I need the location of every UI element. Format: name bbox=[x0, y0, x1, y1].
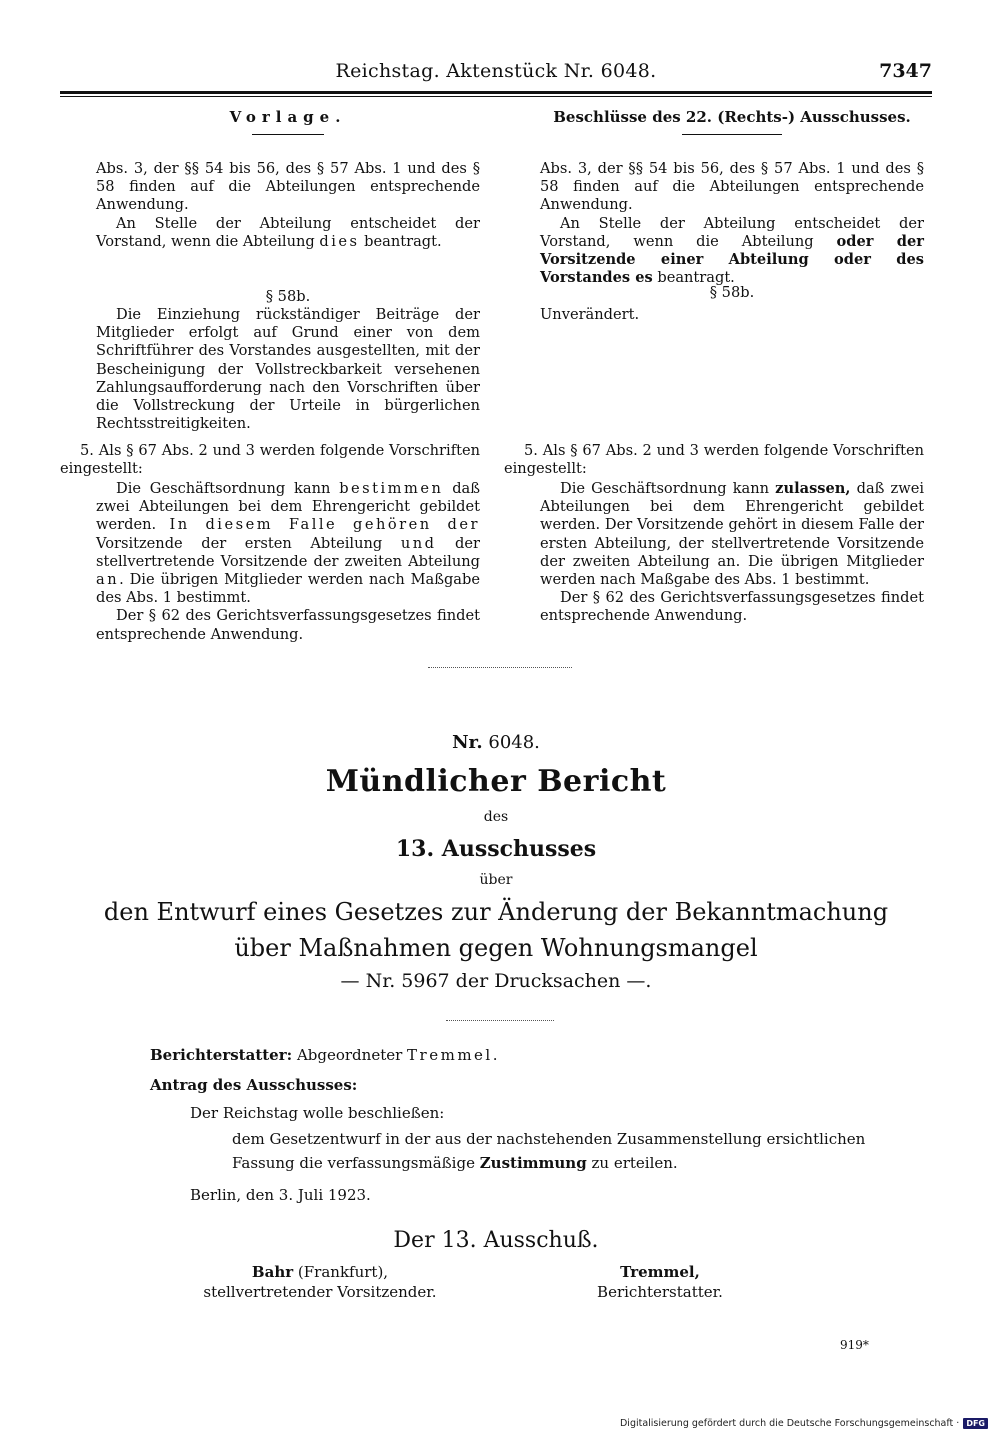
reporter-line: Berichterstatter: Abgeordneter Tremmel. bbox=[150, 1046, 500, 1064]
left-paragraph-3: Die Einziehung rückständiger Beiträge der Mitglieder erfolgt auf Grund einer von dem Schriftführer des Vorstandes ausgestellten, mit der Bescheinigung der Vollstreckbarkeit versehenen Zahlungsaufforderung nach den Vorschriften über die Vollstreckung der Urteile in bürgerlichen Rechtsstreitigkeiten. bbox=[96, 306, 480, 433]
right-paragraph-3: Unverändert. bbox=[540, 306, 640, 323]
left-paragraph-1: Abs. 3, der §§ 54 bis 56, des § 57 Abs. 1 und des § 58 finden auf die Abteilungen entsprechende Anwendung. An Stelle der Abteilung entscheidet der Vorstand, wenn die Abteilung dies beantragt. bbox=[96, 160, 480, 250]
right-column bbox=[504, 108, 924, 625]
left-paragraph-4: 5. Als § 67 Abs. 2 und 3 werden folgende Vorschriften eingestellt: bbox=[60, 442, 480, 478]
running-header bbox=[60, 60, 932, 90]
committee-signature: Der 13. Ausschuß. bbox=[393, 1228, 599, 1253]
report-subject-line-2: über Maßnahmen gegen Wohnungsmangel bbox=[234, 934, 758, 962]
motion-line-1: dem Gesetzentwurf in der aus der nachstehenden Zusammenstellung ersichtlichen bbox=[232, 1130, 866, 1148]
left-title-rule bbox=[252, 134, 324, 135]
signer-1: Bahr (Frankfurt), stellvertretender Vorsitzender. bbox=[203, 1263, 437, 1301]
footer-text: Digitalisierung gefördert durch die Deutsche Forschungsgemeinschaft · bbox=[619, 1417, 960, 1429]
signer-2: Tremmel, Berichterstatter. bbox=[597, 1263, 723, 1301]
right-title-rule bbox=[682, 134, 782, 135]
page-number: 7347 bbox=[879, 60, 932, 82]
header-rule-thick bbox=[60, 91, 932, 94]
left-paragraph-5: Die Geschäftsordnung kann bestimmen daß zwei Abteilungen bei dem Ehrengericht gebildet werden. In diesem Falle gehören der Vorsitzende der ersten Abteilung und der stellvertretende Vorsitzende der zweiten Abteilung an. Die übrigen Mitglieder werden nach Maßgabe des Abs. 1 bestimmt. Der § 62 des Gerichtsverfassungsgesetzes findet entsprechende Anwendung. bbox=[96, 480, 481, 643]
report-date: Berlin, den 3. Juli 1923. bbox=[190, 1186, 371, 1204]
header-rule-thin bbox=[60, 96, 932, 97]
right-paragraph-2: An Stelle der Abteilung entscheidet der Vorstand, wenn die Abteilung oder der Vorsitzende einer Abteilung oder des Vorstandes es beantragt. bbox=[540, 214, 924, 287]
report-subject-line-1: den Entwurf eines Gesetzes zur Änderung der Bekanntmachung bbox=[103, 898, 889, 926]
motion-line-2: Fassung die verfassungsmäßige Zustimmung zu erteilen. bbox=[232, 1154, 678, 1172]
column-end-separator bbox=[428, 667, 572, 668]
header-title: Reichstag. Aktenstück Nr. 6048. bbox=[335, 60, 657, 82]
right-column-title: Beschlüsse des 22. (Rechts-) Ausschusses. bbox=[553, 108, 911, 126]
right-paragraph-1: Abs. 3, der §§ 54 bis 56, des § 57 Abs. 1 und des § 58 finden auf die Abteilungen entsprechende Anwendung. An Stelle der Abteilung entscheidet der Vorstand, wenn die Abteilung oder der Vorsitzende einer Abteilung oder des Vorstandes es beantragt. bbox=[540, 160, 924, 287]
report-ueber: über bbox=[479, 872, 513, 888]
motion-intro: Der Reichstag wolle beschließen: bbox=[190, 1104, 445, 1122]
report-separator bbox=[446, 1020, 554, 1021]
left-column-title: Vorlage. bbox=[229, 108, 347, 126]
dfg-logo-icon: DFG bbox=[963, 1418, 988, 1429]
report-des: des bbox=[483, 809, 509, 825]
report-committee: 13. Ausschusses bbox=[395, 836, 597, 862]
right-paragraph-6: Der § 62 des Gerichtsverfassungsgesetzes findet entsprechende Anwendung. bbox=[540, 589, 924, 625]
report-drucksache: — Nr. 5967 der Drucksachen —. bbox=[340, 970, 652, 992]
sheet-mark: 919* bbox=[840, 1338, 869, 1352]
right-section-58b: § 58b. bbox=[709, 284, 755, 301]
right-paragraph-4: 5. Als § 67 Abs. 2 und 3 werden folgende Vorschriften eingestellt: bbox=[504, 442, 924, 478]
right-paragraph-5: Die Geschäftsordnung kann zulassen, daß zwei Abteilungen bei dem Ehrengericht gebildet werden. Der Vorsitzende gehört in diesem Falle der ersten Abteilung, der stellvertretende Vorsitzende der zweiten Abteilung an. Die übrigen Mitglieder werden nach Maßgabe des Abs. 1 bestimmt. Der § 62 des Gerichtsverfassungsgesetzes findet entsprechende Anwendung. bbox=[540, 480, 924, 625]
left-section-58b: § 58b. bbox=[265, 288, 311, 305]
report-title: Mündlicher Bericht bbox=[325, 764, 667, 799]
report-number: Nr. 6048. bbox=[452, 732, 540, 753]
left-paragraph-2: An Stelle der Abteilung entscheidet der Vorstand, wenn die Abteilung dies beantragt. bbox=[96, 214, 480, 250]
motion-label: Antrag des Ausschusses: bbox=[150, 1076, 358, 1094]
digitization-footer bbox=[620, 1416, 988, 1430]
left-column bbox=[60, 108, 481, 643]
left-paragraph-6: Der § 62 des Gerichtsverfassungsgesetzes findet entsprechende Anwendung. bbox=[96, 607, 480, 643]
